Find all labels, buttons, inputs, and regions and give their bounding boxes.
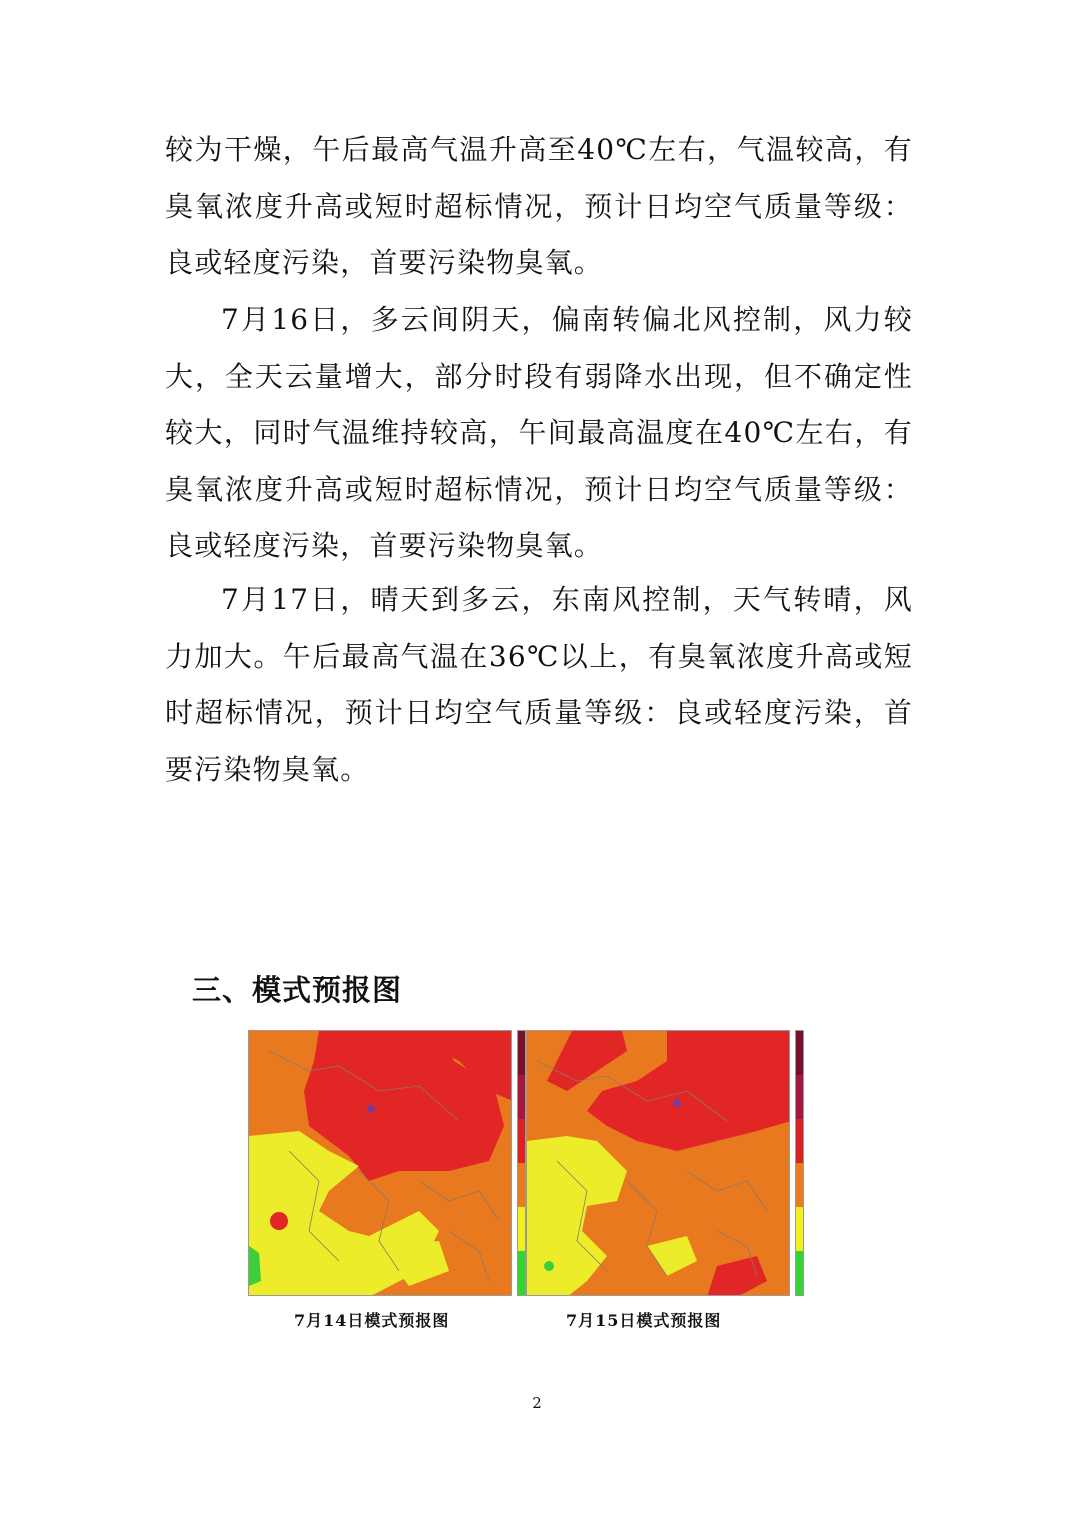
forecast-figure-1: [248, 1030, 530, 1296]
forecast-map-image-1: [248, 1030, 512, 1296]
paragraph-1: 较为干燥，午后最高气温升高至40℃左右，气温较高，有臭氧浓度升高或短时超标情况，预计日均空气质量等级：良或轻度污染，首要污染物臭氧。: [165, 133, 913, 279]
color-legend-2: [795, 1030, 804, 1296]
forecast-figure-2: [526, 1030, 808, 1296]
color-legend-1: [517, 1030, 526, 1296]
section-heading: 三、模式预报图: [192, 973, 403, 1007]
figure-caption-1: 7月14日模式预报图: [294, 1311, 450, 1330]
figure-caption-2: 7月15日模式预报图: [566, 1311, 722, 1330]
paragraph-3: 7月17日，晴天到多云，东南风控制，天气转晴，风力加大。午后最高气温在36℃以上，有臭氧浓度升高或短时超标情况，预计日均空气质量等级：良或轻度污染，首要污染物臭氧。: [165, 583, 913, 786]
paragraph-2: 7月16日，多云间阴天，偏南转偏北风控制，风力较大，全天云量增大，部分时段有弱降水出现，但不确定性较大，同时气温维持较高，午间最高温度在40℃左右，有臭氧浓度升高或短时超标情况，预计日均空气质量等级：良或轻度污染，首要污染物臭氧。: [165, 303, 913, 562]
page-number: 2: [532, 1394, 542, 1412]
forecast-map-image-2: [526, 1030, 790, 1296]
